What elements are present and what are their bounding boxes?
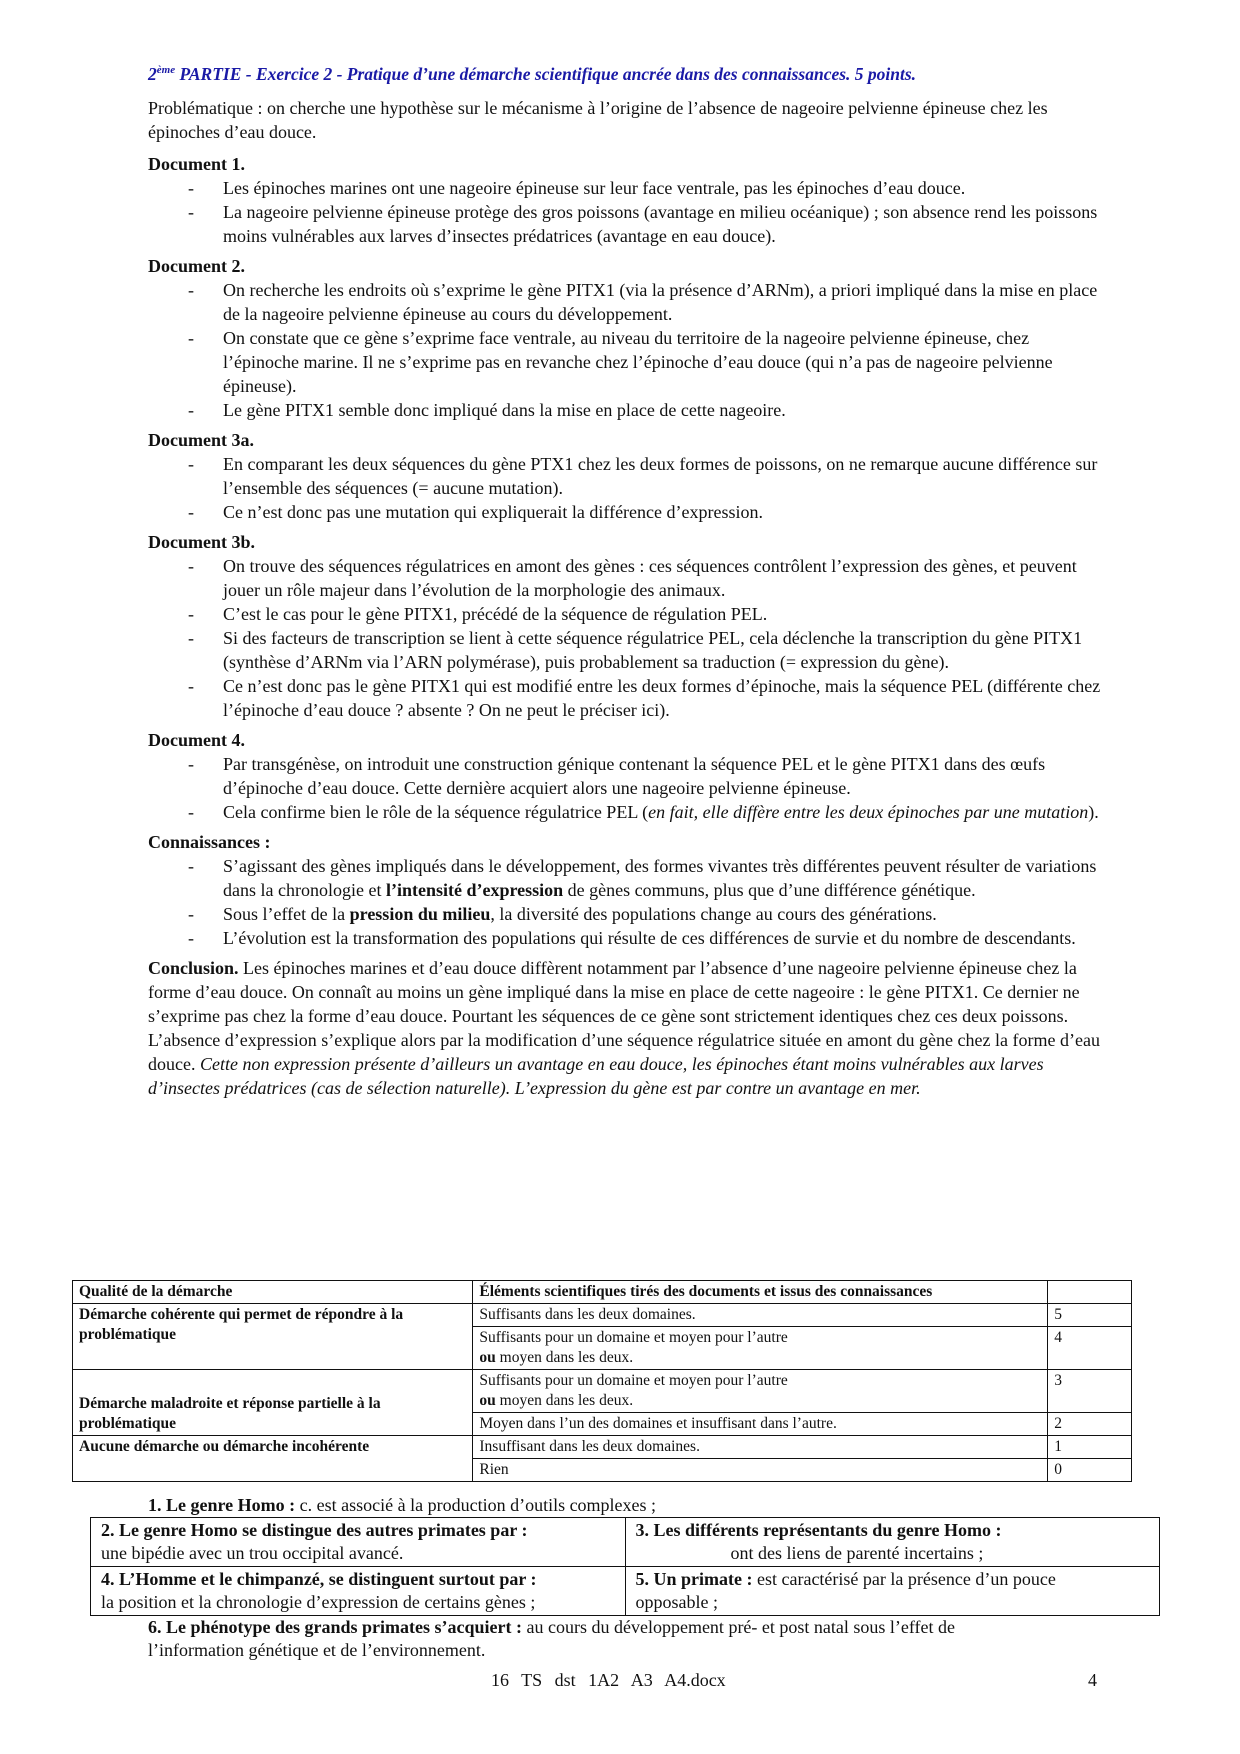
qcm-grid bbox=[90, 1517, 1160, 1616]
qcm-answer-3: 3. Les différents représentants du genre Homo : ont des liens de parenté incertains ; bbox=[625, 1518, 1160, 1567]
qcm-answer-6-continued: l’information génétique et de l’environnement. bbox=[148, 1640, 486, 1660]
list-item: - La nageoire pelvienne épineuse protège des gros poissons (avantage en milieu océanique) ; son absence rend les poissons moins vulnérables aux larves d’insectes prédatrices (avantage en eau douce). bbox=[188, 201, 1098, 246]
criteria-cell: Suffisants dans les deux domaines. bbox=[473, 1304, 1048, 1327]
list-item: - On trouve des séquences régulatrices en amont des gènes : ces séquences contrôlent l’expression des gènes, et peuvent jouer un rôle majeur dans l’évolution de la morphologie des animaux. bbox=[188, 555, 1077, 600]
document-section bbox=[148, 530, 1108, 722]
qcm-answers bbox=[88, 1494, 1168, 1662]
document-section bbox=[148, 428, 1108, 524]
list-item: - S’agissant des gènes impliqués dans le développement, des formes vivantes très différentes peuvent résulter de variations dans la chronologie et l’intensité d’expression de gènes communs, plus que d’une différence génétique. bbox=[188, 855, 1097, 900]
document-heading: Document 2. bbox=[148, 255, 245, 276]
page-number: 4 bbox=[1088, 1670, 1097, 1690]
qcm-answer-4: 4. L’Homme et le chimpanzé, se distinguent surtout par : la position et la chronologie d’expression de certains gènes ; bbox=[91, 1567, 626, 1616]
grading-grid bbox=[72, 1280, 1132, 1482]
list-item: - Le gène PITX1 semble donc impliqué dans la mise en place de cette nageoire. bbox=[188, 399, 786, 420]
score-cell: 5 bbox=[1048, 1304, 1132, 1327]
exercise-title bbox=[148, 58, 1108, 86]
connaissances-heading: Connaissances : bbox=[148, 831, 271, 852]
connaissances bbox=[148, 830, 1108, 950]
document-section bbox=[148, 152, 1108, 248]
criteria-cell: Moyen dans l’un des domaines et insuffisant dans l’autre. bbox=[473, 1413, 1048, 1436]
list-item: - On constate que ce gène s’exprime face ventrale, au niveau du territoire de la nageoire pelvienne épineuse, chez l’épinoche marine. Il ne s’exprime pas en revanche chez l’épinoche d’eau douce (qui n’a pas de nageoire pelvienne épineuse). bbox=[188, 327, 1053, 396]
list-item: - Si des facteurs de transcription se lient à cette séquence régulatrice PEL, cela déclenche la transcription du gène PITX1 (synthèse d’ARNm via l’ARN polymérase), puis probablement sa traduction (= expression du gène). bbox=[188, 627, 1083, 672]
quality-cell: Démarche cohérente qui permet de répondre à la problématique bbox=[73, 1304, 473, 1370]
score-cell: 4 bbox=[1048, 1327, 1132, 1370]
document-heading: Document 3a. bbox=[148, 429, 254, 450]
table-row bbox=[73, 1436, 1132, 1459]
conclusion: Conclusion. Les épinoches marines et d’eau douce diffèrent notamment par l’absence d’une nageoire pelvienne épineuse chez la forme d’eau douce. On connaît au moins un gène impliqué dans la mise en place de cette nageoire : le gène PITX1. Ce dernier ne s’exprime pas chez la forme d’eau douce. Pourtant les séquences de ce gène sont strictement identiques chez ces deux poissons. L’absence d’expression s’explique alors par la modification d’une séquence régulatrice située en amont du gène chez la forme d’eau douce. Cette non expression présente d’ailleurs un avantage en eau douce, les épinoches étant moins vulnérables aux larves d’insectes prédatrices (cas de sélection naturelle). L’expression du gène est par contre un avantage en mer. bbox=[148, 957, 1100, 1098]
score-cell: 3 bbox=[1048, 1370, 1132, 1413]
qcm-answer-5: 5. Un primate : est caractérisé par la présence d’un pouce opposable ; bbox=[625, 1567, 1160, 1616]
score-cell: 2 bbox=[1048, 1413, 1132, 1436]
score-cell: 0 bbox=[1048, 1459, 1132, 1482]
qcm-answer-6: 6. Le phénotype des grands primates s’acquiert : au cours du développement pré- et post natal sous l’effet de bbox=[148, 1617, 956, 1637]
title-number: 2 bbox=[148, 63, 157, 84]
header-cell bbox=[1048, 1281, 1132, 1304]
criteria-cell: Insuffisant dans les deux domaines. bbox=[473, 1436, 1048, 1459]
list-item: - Par transgénèse, on introduit une construction génique contenant la séquence PEL et le gène PITX1 dans des œufs d’épinoche d’eau douce. Cette dernière acquiert alors une nageoire pelvienne épineuse. bbox=[188, 753, 1046, 798]
table-row bbox=[73, 1281, 1132, 1304]
list-item: - Les épinoches marines ont une nageoire épineuse sur leur face ventrale, pas les épinoches d’eau douce. bbox=[188, 177, 966, 198]
list-item: - On recherche les endroits où s’exprime le gène PITX1 (via la présence d’ARNm), a priori impliqué dans la mise en place de la nageoire pelvienne épineuse au cours du développement. bbox=[188, 279, 1098, 324]
criteria-cell: Rien bbox=[473, 1459, 1048, 1482]
document-heading: Document 1. bbox=[148, 153, 245, 174]
document-heading: Document 3b. bbox=[148, 531, 255, 552]
document-section bbox=[148, 254, 1108, 422]
table-row bbox=[73, 1304, 1132, 1327]
qcm-answer-2: 2. Le genre Homo se distingue des autres primates par : une bipédie avec un trou occipital avancé. bbox=[91, 1518, 626, 1567]
title-superscript: ème bbox=[156, 64, 176, 76]
footer-filename: 16 TS dst 1A2 A3 A4.docx bbox=[491, 1670, 726, 1690]
list-item: - Sous l’effet de la pression du milieu, la diversité des populations change au cours des générations. bbox=[188, 903, 937, 924]
quality-cell: Démarche maladroite et réponse partielle à la problématique bbox=[73, 1370, 473, 1436]
documents-section bbox=[148, 152, 1108, 722]
list-item: - Ce n’est donc pas une mutation qui expliquerait la différence d’expression. bbox=[188, 501, 763, 522]
list-item: - En comparant les deux séquences du gène PTX1 chez les deux formes de poissons, on ne remarque aucune différence sur l’ensemble des séquences (= aucune mutation). bbox=[188, 453, 1098, 498]
header-cell: Qualité de la démarche bbox=[73, 1281, 473, 1304]
document-page bbox=[148, 58, 1108, 1100]
list-item: - C’est le cas pour le gène PITX1, précédé de la séquence de régulation PEL. bbox=[188, 603, 768, 624]
criteria-cell: Suffisants pour un domaine et moyen pour l’autre ou moyen dans les deux. bbox=[473, 1370, 1048, 1413]
document-heading: Document 4. bbox=[148, 729, 245, 750]
list-item: - L’évolution est la transformation des populations qui résulte de ces différences de survie et du nombre de descendants. bbox=[188, 927, 1076, 948]
criteria-cell: Suffisants pour un domaine et moyen pour l’autre ou moyen dans les deux. bbox=[473, 1327, 1048, 1370]
quality-cell: Aucune démarche ou démarche incohérente bbox=[73, 1436, 473, 1482]
title-text: PARTIE - Exercice 2 - Pratique d’une démarche scientifique ancrée dans des connaissances. 5 points. bbox=[175, 63, 917, 84]
qcm-answer-1: 1. Le genre Homo : c. est associé à la production d’outils complexes ; bbox=[148, 1495, 657, 1515]
table-row bbox=[73, 1370, 1132, 1413]
table-row bbox=[91, 1518, 1160, 1567]
document-4 bbox=[148, 728, 1108, 824]
list-item: - Ce n’est donc pas le gène PITX1 qui est modifié entre les deux formes d’épinoche, mais la séquence PEL (différente chez l’épinoche d’eau douce ? absente ? On ne peut le préciser ici). bbox=[188, 675, 1101, 720]
score-cell: 1 bbox=[1048, 1436, 1132, 1459]
header-cell: Éléments scientifiques tirés des documents et issus des connaissances bbox=[473, 1281, 1048, 1304]
problematique: Problématique : on cherche une hypothèse sur le mécanisme à l’origine de l’absence de nageoire pelvienne épineuse chez les épinoches d’eau douce. bbox=[148, 97, 1048, 142]
table-row bbox=[91, 1567, 1160, 1616]
list-item: - Cela confirme bien le rôle de la séquence régulatrice PEL (en fait, elle diffère entre les deux épinoches par une mutation). bbox=[188, 801, 1099, 822]
